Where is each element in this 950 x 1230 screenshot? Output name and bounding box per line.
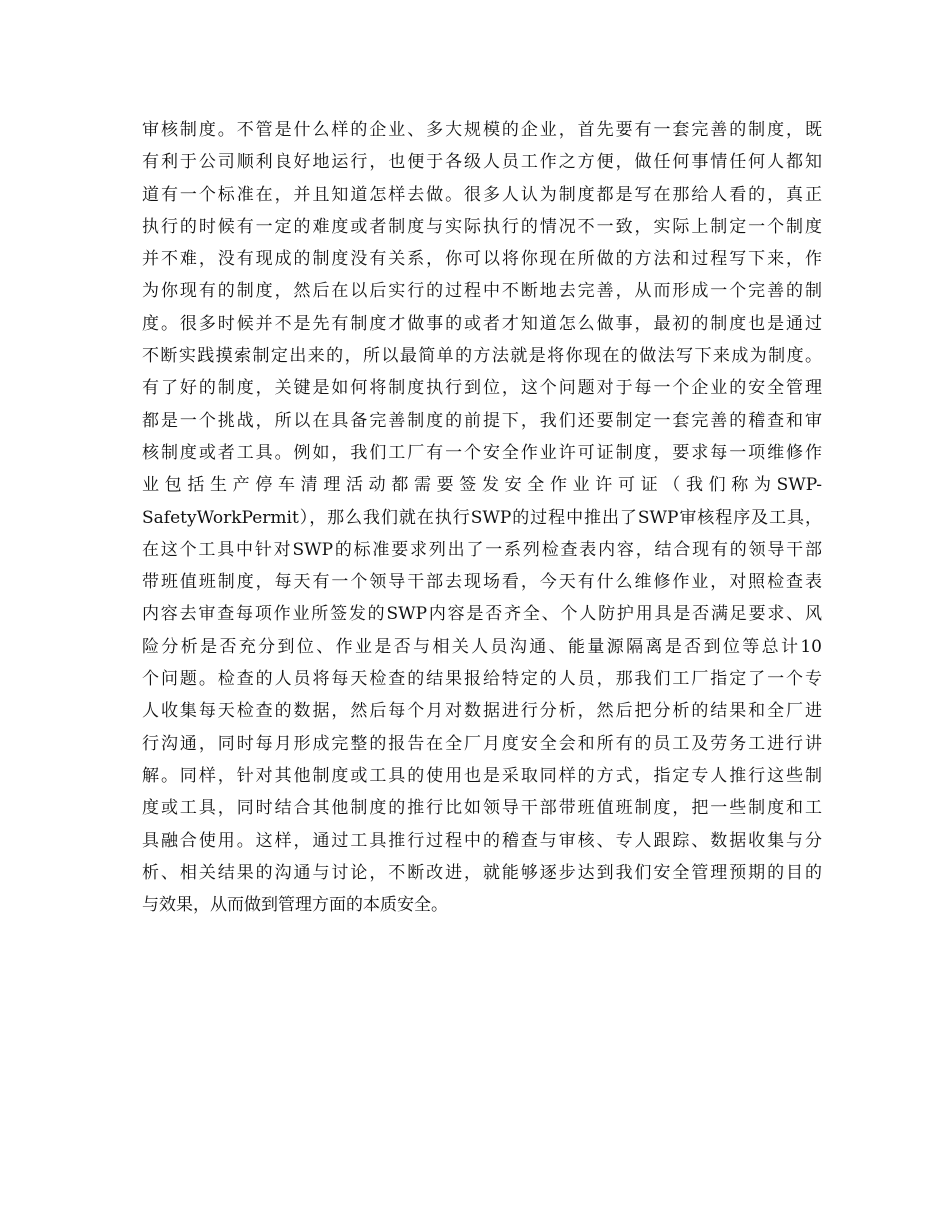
text-line: 执行的时候有一定的难度或者制度与实际执行的情况不一致，实际上制定一个制度	[142, 216, 822, 237]
text-line: 审核制度。不管是什么样的企业、多大规模的企业，首先要有一套完善的制度，既	[142, 120, 822, 140]
text-line: 不断实践摸索制定出来的，所以最简单的方法就是将你现在的做法写下来成为制度。	[142, 346, 822, 367]
text-line: 并不难，没有现成的制度没有关系，你可以将你现在所做的方法和过程写下来，作	[142, 249, 822, 270]
text-line: 行沟通，同时每月形成完整的报告在全厂月度安全会和所有的员工及劳务工进行讲	[142, 733, 822, 754]
text-line: 道有一个标准在，并且知道怎样去做。很多人认为制度都是写在那给人看的，真正	[142, 184, 822, 205]
text-line: 个问题。检查的人员将每天检查的结果报给特定的人员，那我们工厂指定了一个专	[142, 669, 822, 690]
text-line: 度或工具，同时结合其他制度的推行比如领导干部带班值班制度，把一些制度和工	[142, 798, 822, 819]
text-line: 在这个工具中针对SWP的标准要求列出了一系列检查表内容，结合现有的领导干部	[142, 539, 822, 560]
text-line: 内容去审查每项作业所签发的SWP内容是否齐全、个人防护用具是否满足要求、风	[142, 604, 822, 625]
text-line: 险分析是否充分到位、作业是否与相关人员沟通、能量源隔离是否到位等总计10	[142, 636, 822, 657]
text-line: 析、相关结果的沟通与讨论，不断改进，就能够逐步达到我们安全管理预期的目的	[142, 862, 822, 883]
text-line: 与效果，从而做到管理方面的本质安全。	[142, 895, 448, 916]
text-line: 核制度或者工具。例如，我们工厂有一个安全作业许可证制度，要求每一项维修作	[142, 442, 822, 463]
text-line: 解。同样，针对其他制度或工具的使用也是采取同样的方式，指定专人推行这些制	[142, 765, 822, 786]
text-line: 都是一个挑战，所以在具备完善制度的前提下，我们还要制定一套完善的稽查和审	[142, 410, 822, 431]
text-line: 度。很多时候并不是先有制度才做事的或者才知道怎么做事，最初的制度也是通过	[142, 313, 822, 334]
text-line: 为你现有的制度，然后在以后实行的过程中不断地去完善，从而形成一个完善的制	[142, 281, 822, 302]
text-line: 带班值班制度，每天有一个领导干部去现场看，今天有什么维修作业，对照检查表	[142, 572, 822, 593]
body-paragraph	[142, 114, 822, 921]
text-line: 业包括生产停车清理活动都需要签发安全作业许可证（我们称为SWP-	[142, 475, 822, 496]
text-line: 有了好的制度，关键是如何将制度执行到位，这个问题对于每一个企业的安全管理	[142, 378, 822, 399]
text-line: SafetyWorkPermit），那么我们就在执行SWP的过程中推出了SWP审核程序及工具，	[142, 507, 822, 528]
text-line: 人收集每天检查的数据，然后每个月对数据进行分析，然后把分析的结果和全厂进	[142, 701, 822, 722]
text-line: 有利于公司顺利良好地运行，也便于各级人员工作之方便，做任何事情任何人都知	[142, 152, 822, 173]
text-line: 具融合使用。这样，通过工具推行过程中的稽查与审核、专人跟踪、数据收集与分	[142, 830, 822, 851]
